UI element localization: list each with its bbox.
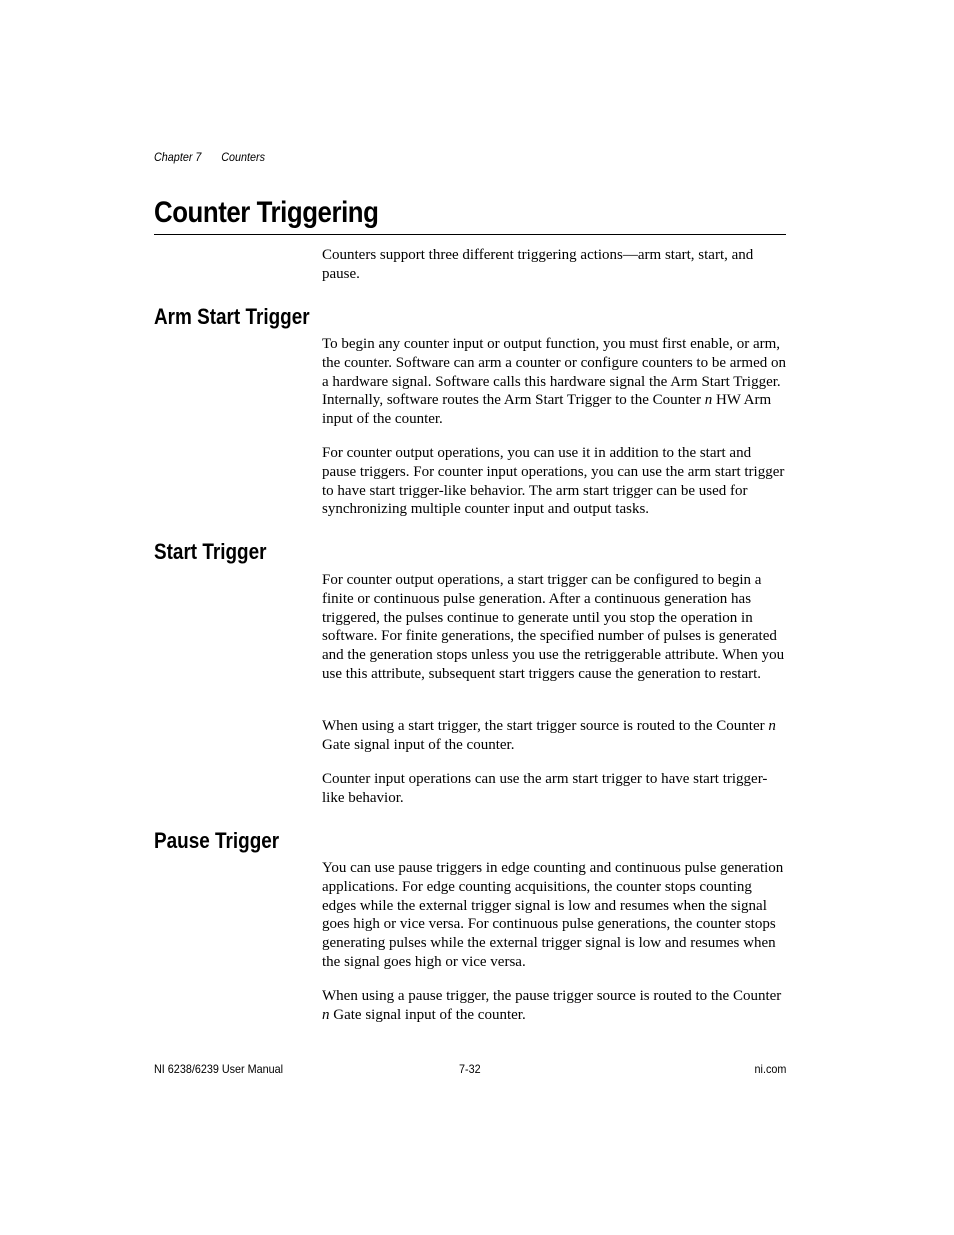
pause-trigger-paragraph-1: You can use pause triggers in edge counting and continuous pulse generation applications. For edge counting acquisitions, the counter stops counting edges while the external trigger signal is low and resumes when the signal goes high or vice versa. For continuous pulse generations, the counter stops generating pulses while the external trigger signal is low and resumes when the signal goes high or vice versa. (322, 860, 784, 970)
chapter-label: Chapter 7 (154, 150, 202, 164)
pause-trigger-paragraph-2: When using a pause trigger, the pause trigger source is routed to the Counter n Gate signal input of the counter. (322, 988, 782, 1023)
intro-paragraph: Counters support three different triggering actions—arm start, start, and pause. (322, 247, 754, 282)
start-trigger-paragraph-3: Counter input operations can use the arm start trigger to have start trigger-like behavior. (322, 771, 768, 806)
start-trigger-paragraph-1: For counter output operations, a start trigger can be configured to begin a finite or continuous pulse generation. After a continuous generation has triggered, the pulses continue to generate until you stop the operation in software. For finite generations, the specified number of pulses is generated and the generation stops unless you use the retriggerable attribute. When you use this attribute, subsequent start triggers cause the generation to restart. (322, 572, 785, 682)
footer-manual-name: NI 6238/6239 User Manual (154, 1062, 284, 1076)
section-heading-arm-start-trigger: Arm Start Trigger (154, 304, 310, 329)
arm-start-paragraph-2: For counter output operations, you can use it in addition to the start and pause triggers. For counter input operations, you can use the arm start trigger to have start trigger-like behavior. The arm start trigger can be used for synchronizing multiple counter input and output tasks. (322, 445, 785, 518)
footer-website: ni.com (754, 1062, 786, 1076)
arm-start-paragraph-1: To begin any counter input or output function, you must first enable, or arm, the counter. Software can arm a counter or configure counters to be armed on a hardware signal. Software calls this hardware signal the Arm Start Trigger. Internally, software routes the Arm Start Trigger to the Counter n HW Arm input of the counter. (322, 336, 786, 428)
page-title: Counter Triggering (154, 196, 379, 229)
chapter-title: Counters (221, 150, 266, 164)
running-header (154, 150, 265, 164)
footer-page-number: 7-32 (459, 1062, 481, 1076)
title-rule (154, 234, 786, 235)
section-heading-pause-trigger: Pause Trigger (154, 828, 280, 853)
section-heading-start-trigger: Start Trigger (154, 539, 267, 564)
start-trigger-paragraph-2: When using a start trigger, the start trigger source is routed to the Counter n Gate signal input of the counter. (322, 718, 776, 753)
